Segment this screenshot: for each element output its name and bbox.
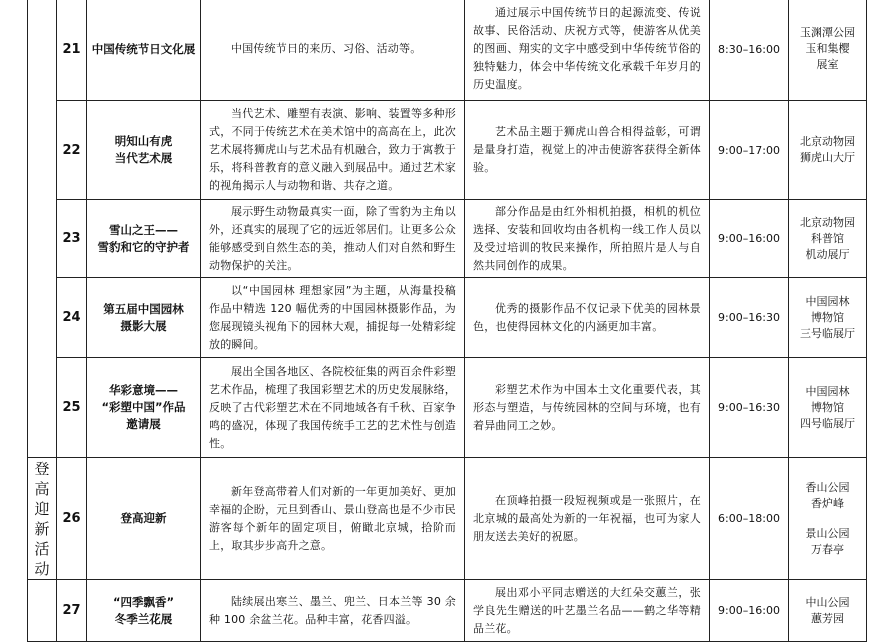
activity-name <box>87 358 201 458</box>
venue-line: 景山公园 <box>805 526 850 540</box>
category-cell-blank <box>28 0 57 458</box>
table-row <box>28 101 867 200</box>
activity-description: 当代艺术、雕塑有表演、影响、装置等多种形式，不同于传统艺术在美术馆中的高高在上，此次艺术展将狮虎山与艺术品有机融合，致力于寓教于乐，将科普教育的意义融入到展品中。通过艺术家的视角揭示人与动物和谐、共存之道。 <box>201 101 465 200</box>
activity-table <box>27 0 867 642</box>
activity-venue <box>789 200 867 278</box>
activity-name-line: 摄影大展 <box>120 318 167 333</box>
table-row <box>28 358 867 458</box>
activity-name-line: 邀请展 <box>126 417 161 431</box>
venue-line: 香山公园 <box>805 480 850 494</box>
table-row <box>28 458 867 580</box>
activity-name <box>87 101 201 200</box>
activity-name <box>87 278 201 358</box>
venue-line: 香炉峰 <box>811 496 844 510</box>
venue-line: 北京动物园 <box>800 215 855 229</box>
row-number: 23 <box>57 200 87 278</box>
venue-line: 玉渊潭公园 <box>800 26 855 39</box>
activity-venue <box>789 101 867 200</box>
activity-description: 新年登高带着人们对新的一年更加美好、更加幸福的企盼，元旦到香山、景山登高也是不少市民游客每个新年的固定项目，俯瞰北京城，拾阶而上，取其步步高升之意。 <box>201 458 465 580</box>
venue-line: 博物馆 <box>811 400 844 414</box>
row-number: 26 <box>57 458 87 580</box>
activity-name-line: 冬季兰花展 <box>114 611 173 626</box>
venue-line: 中国园林 <box>805 294 850 308</box>
category-cell <box>28 458 57 580</box>
activity-name-line: 雪山之王—— <box>109 222 178 237</box>
venue-line: 科普馆 <box>811 231 844 245</box>
activity-venue <box>789 458 867 580</box>
activity-name <box>87 0 201 101</box>
table-row <box>28 0 867 101</box>
activity-name-line: “四季飘香” <box>112 594 175 609</box>
activity-time: 9:00–16:30 <box>710 278 789 358</box>
activity-name-line: 第五届中国园林 <box>103 301 184 316</box>
activity-time: 9:00–16:30 <box>710 358 789 458</box>
activity-features: 部分作品是由红外相机拍摄，相机的机位选择、安装和回收均由各机构一线工作人员以及受过培训的牧民来操作，所拍照片是人与自然共同创作的成果。 <box>465 200 710 278</box>
activity-description: 展出全国各地区、各院校征集的两百余件彩塑艺术作品，梳理了我国彩塑艺术的历史发展脉络，反映了古代彩塑艺术在不同地域各有千秋、百家争鸣的盛况，体现了我国传统手工艺的艺术性与创造性。 <box>201 358 465 458</box>
activity-features: 在顶峰拍摄一段短视频或是一张照片，在北京城的最高处为新的一年祝福，也可为家人朋友送去美好的祝愿。 <box>465 458 710 580</box>
activity-name-line: “彩塑中国”作品 <box>101 400 186 414</box>
venue-line: 中山公园 <box>805 595 850 609</box>
row-number: 24 <box>57 278 87 358</box>
table-row <box>28 580 867 642</box>
activity-description: 陆续展出寒兰、墨兰、兜兰、日本兰等 30 余种 100 余盆兰花。品种丰富，花香四溢。 <box>201 580 465 642</box>
activity-time: 6:00–18:00 <box>710 458 789 580</box>
activity-venue <box>789 580 867 642</box>
venue-line: 机动展厅 <box>805 247 850 261</box>
activity-name <box>87 580 201 642</box>
activity-name-line: 明知山有虎 <box>114 134 173 148</box>
activity-features: 彩塑艺术作为中国本土文化重要代表，其形态与塑造，与传统园林的空间与环境，也有着异曲同工之妙。 <box>465 358 710 458</box>
activity-name <box>87 200 201 278</box>
activity-features: 展出邓小平同志赠送的大红朵交蕙兰，张学良先生赠送的叶艺墨兰名品——鹤之华等精品兰花。 <box>465 580 710 642</box>
activity-features: 通过展示中国传统节日的起源流变、传说故事、民俗活动、庆祝方式等，使游客从优美的图画、翔实的文字中感受到中华传统节俗的独特魅力，体会中华传统文化承载千年岁月的历史温度。 <box>465 0 710 101</box>
venue-line: 三号临展厅 <box>800 326 855 340</box>
row-number: 27 <box>57 580 87 642</box>
activity-name-line: 当代艺术展 <box>114 151 173 165</box>
activity-time: 9:00–16:00 <box>710 200 789 278</box>
activity-time: 8:30–16:00 <box>710 0 789 101</box>
activity-venue <box>789 278 867 358</box>
activity-name-line: 登高迎新 <box>120 511 167 525</box>
venue-line: 四号临展厅 <box>800 416 855 430</box>
activity-name-line: 中国传统节日文化展 <box>91 41 196 56</box>
venue-line: 博物馆 <box>811 310 844 324</box>
activity-name-line: 华彩意境—— <box>109 383 178 397</box>
activity-venue <box>789 0 867 101</box>
category-label: 登高迎新活动 <box>34 459 50 578</box>
table-row <box>28 200 867 278</box>
activity-venue <box>789 358 867 458</box>
activity-description: 展示野生动物最真实一面，除了雪豹为主角以外，还真实的展现了它的远近邻居们。让更多公众能够感受到自然生态的美，推动人们对自然和野生动物保护的关注。 <box>201 200 465 278</box>
table-row <box>28 278 867 358</box>
venue-line: 狮虎山大厅 <box>800 151 855 164</box>
venue-line: 中国园林 <box>805 384 850 398</box>
venue-line: 玉和集樱 <box>805 42 850 55</box>
activity-description: 中国传统节日的来历、习俗、活动等。 <box>201 0 465 101</box>
venue-line: 万春亭 <box>811 542 844 556</box>
venue-line: 展室 <box>816 58 839 71</box>
row-number: 22 <box>57 101 87 200</box>
row-number: 21 <box>57 0 87 101</box>
row-number: 25 <box>57 358 87 458</box>
category-cell-blank <box>28 580 57 642</box>
venue-line: 蕙芳园 <box>811 611 844 625</box>
activity-name <box>87 458 201 580</box>
activity-time: 9:00–17:00 <box>710 101 789 200</box>
activity-features: 艺术品主题于狮虎山兽合相得益彰，可谓是量身打造，视觉上的冲击使游客获得全新体验。 <box>465 101 710 200</box>
activity-features: 优秀的摄影作品不仅记录下优美的园林景色，也使得园林文化的内涵更加丰富。 <box>465 278 710 358</box>
activity-time: 9:00–16:00 <box>710 580 789 642</box>
venue-line <box>792 512 863 526</box>
activity-description: 以“中国园林 理想家园”为主题，从海量投稿作品中精选 120 幅优秀的中国园林摄影作品，为您展现镜头视角下的园林大观，捕捉每一处精彩绽放的瞬间。 <box>201 278 465 358</box>
venue-line: 北京动物园 <box>800 135 855 148</box>
activity-name-line: 雪豹和它的守护者 <box>97 239 190 254</box>
